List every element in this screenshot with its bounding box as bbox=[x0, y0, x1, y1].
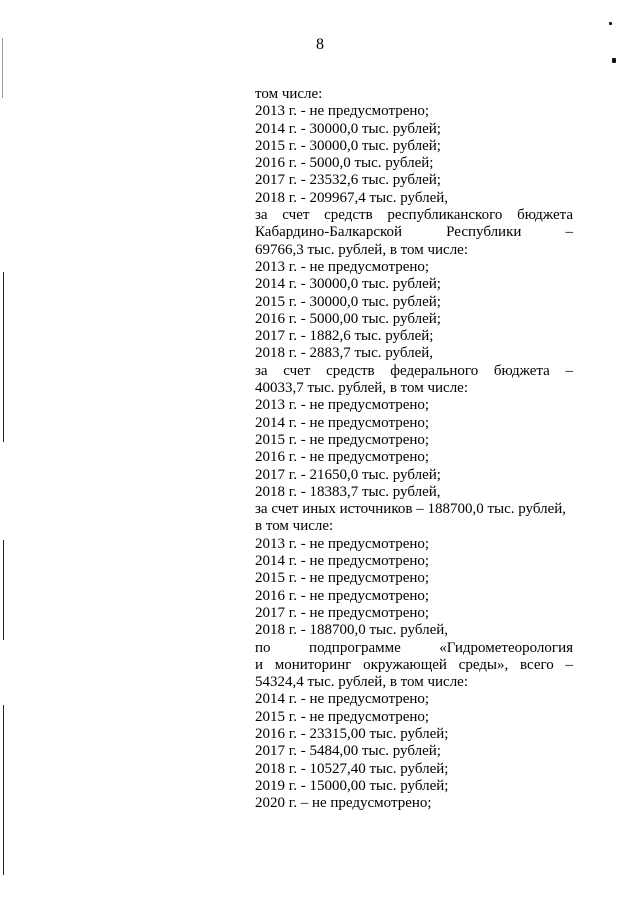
text-line: 2020 г. – не предусмотрено; bbox=[255, 795, 432, 812]
corner-mark bbox=[609, 22, 612, 25]
text-line: 2013 г. - не предусмотрено; bbox=[255, 258, 430, 275]
text-line: за счет иных источников – 188700,0 тыс. рублей, bbox=[255, 501, 567, 518]
text-line: 2014 г. - 30000,0 тыс. рублей; bbox=[255, 276, 441, 293]
left-margin-mark bbox=[2, 38, 3, 98]
text-line: за счет средств республиканского бюджета bbox=[255, 207, 573, 224]
text-line: 2017 г. - не предусмотрено; bbox=[255, 604, 430, 621]
text-line: и мониторинг окружающей среды», всего – bbox=[255, 656, 573, 673]
text-line: 40033,7 тыс. рублей, в том числе: bbox=[255, 380, 469, 397]
text-line: 2013 г. - не предусмотрено; bbox=[255, 103, 430, 120]
text-line: 69766,3 тыс. рублей, в том числе: bbox=[255, 241, 469, 258]
text-line: 2018 г. - 18383,7 тыс. рублей, bbox=[255, 483, 441, 500]
text-line: 2016 г. - 5000,0 тыс. рублей; bbox=[255, 155, 434, 172]
text-line: 2018 г. - 2883,7 тыс. рублей, bbox=[255, 345, 434, 362]
text-line: 2013 г. - не предусмотрено; bbox=[255, 535, 430, 552]
text-line: 2016 г. - 23315,00 тыс. рублей; bbox=[255, 725, 449, 742]
text-line: 2018 г. - 188700,0 тыс. рублей, bbox=[255, 622, 449, 639]
text-line: 2015 г. - 30000,0 тыс. рублей; bbox=[255, 293, 441, 310]
text-line: 2016 г. - 5000,00 тыс. рублей; bbox=[255, 310, 441, 327]
text-line: том числе: bbox=[255, 86, 323, 102]
left-margin-mark bbox=[3, 705, 4, 875]
text-line: 2016 г. - не предусмотрено; bbox=[255, 587, 430, 604]
text-line: 2017 г. - 23532,6 тыс. рублей; bbox=[255, 172, 441, 189]
text-line: Кабардино-Балкарской Республики – bbox=[255, 224, 573, 241]
text-line: 2014 г. - 30000,0 тыс. рублей; bbox=[255, 120, 441, 137]
text-line: 2014 г. - не предусмотрено; bbox=[255, 691, 430, 708]
text-line: 2016 г. - не предусмотрено; bbox=[255, 449, 430, 466]
text-line: 2018 г. - 10527,40 тыс. рублей; bbox=[255, 760, 449, 777]
text-line: 2015 г. - не предусмотрено; bbox=[255, 570, 430, 587]
text-line: в том числе: bbox=[255, 518, 334, 535]
page-number: 8 bbox=[316, 36, 324, 53]
text-line: 2017 г. - 21650,0 тыс. рублей; bbox=[255, 466, 441, 483]
text-line: за счет средств федерального бюджета – bbox=[255, 362, 573, 379]
text-line: 2019 г. - 15000,00 тыс. рублей; bbox=[255, 777, 449, 794]
text-line: 2015 г. - не предусмотрено; bbox=[255, 708, 430, 725]
text-line: 2017 г. - 5484,00 тыс. рублей; bbox=[255, 743, 441, 760]
text-line: 2015 г. - не предусмотрено; bbox=[255, 431, 430, 448]
text-line: 54324,4 тыс. рублей, в том числе: bbox=[255, 674, 469, 691]
text-line: по подпрограмме «Гидрометеорология bbox=[255, 639, 573, 656]
text-line: 2014 г. - не предусмотрено; bbox=[255, 414, 430, 431]
left-margin-mark bbox=[3, 540, 4, 640]
document-body bbox=[255, 86, 573, 812]
text-line: 2014 г. - не предусмотрено; bbox=[255, 553, 430, 570]
text-line: 2013 г. - не предусмотрено; bbox=[255, 397, 430, 414]
left-margin-mark bbox=[3, 272, 4, 442]
text-line: 2018 г. - 209967,4 тыс. рублей, bbox=[255, 189, 449, 206]
text-line: 2017 г. - 1882,6 тыс. рублей; bbox=[255, 328, 434, 345]
corner-mark bbox=[612, 58, 616, 63]
text-line: 2015 г. - 30000,0 тыс. рублей; bbox=[255, 137, 441, 154]
